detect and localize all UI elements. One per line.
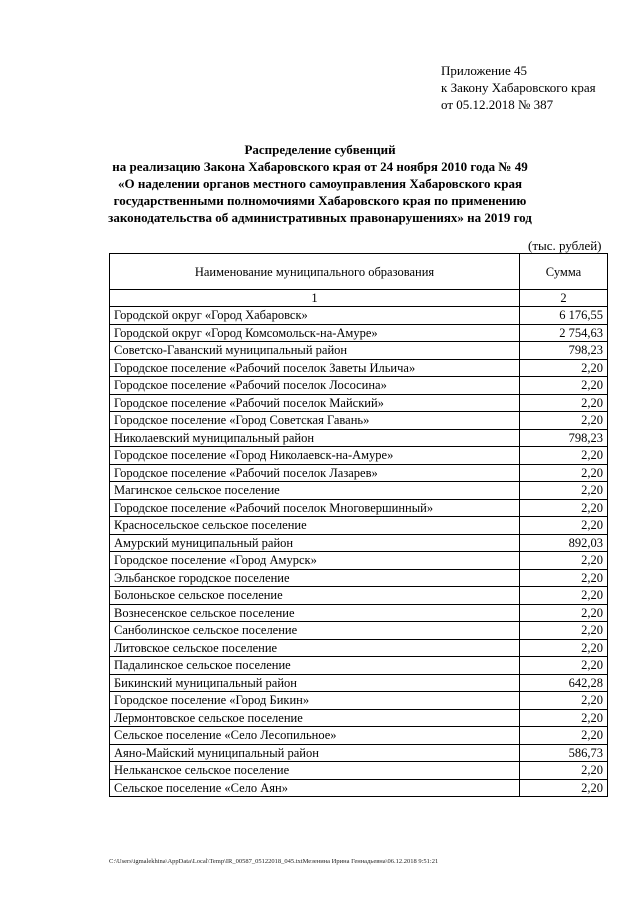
- table-row: [110, 587, 608, 605]
- subsidy-sum: 642,28: [520, 674, 608, 692]
- table-row: [110, 429, 608, 447]
- municipality-name: Литовское сельское поселение: [110, 639, 520, 657]
- subsidy-sum: 2,20: [520, 464, 608, 482]
- file-path-footer: C:\Users\igmalekhina\AppData\Local\Temp\IR_00587_05122018_045.txtМезенина Ирина Геннадьевна\06.12.2018 9:51:21: [109, 858, 439, 865]
- municipality-name: Городское поселение «Рабочий поселок Майский»: [110, 394, 520, 412]
- subsidy-sum: 2 754,63: [520, 324, 608, 342]
- municipality-name: Лермонтовское сельское поселение: [110, 709, 520, 727]
- table-row: [110, 639, 608, 657]
- title-line-5: законодательства об административных правонарушениях» на 2019 год: [108, 210, 532, 225]
- header-name: Наименование муниципального образования: [110, 254, 520, 290]
- table-row: [110, 604, 608, 622]
- municipality-name: Санболинское сельское поселение: [110, 622, 520, 640]
- subsidy-sum: 2,20: [520, 517, 608, 535]
- municipality-name: Городское поселение «Рабочий поселок Заветы Ильича»: [110, 359, 520, 377]
- table-row: [110, 762, 608, 780]
- table-row: [110, 744, 608, 762]
- table-row: [110, 517, 608, 535]
- municipality-name: Эльбанское городское поселение: [110, 569, 520, 587]
- subsidy-sum: 586,73: [520, 744, 608, 762]
- appendix-line-1: Приложение 45: [441, 63, 528, 78]
- units-label: (тыс. рублей): [528, 238, 602, 253]
- table-row: [110, 622, 608, 640]
- table-row: [110, 307, 608, 325]
- municipality-name: Нельканское сельское поселение: [110, 762, 520, 780]
- title-line-4: государственными полномочиями Хабаровского края по применению: [113, 193, 527, 208]
- table-row: [110, 447, 608, 465]
- table-row: [110, 727, 608, 745]
- subsidy-sum: 2,20: [520, 447, 608, 465]
- document-title: [100, 141, 540, 226]
- municipality-name: Амурский муниципальный район: [110, 534, 520, 552]
- municipality-name: Болоньское сельское поселение: [110, 587, 520, 605]
- title-line-1: Распределение субвенций: [244, 142, 396, 157]
- subsidy-sum: 2,20: [520, 359, 608, 377]
- municipality-name: Городское поселение «Город Советская Гавань»: [110, 412, 520, 430]
- subsidy-sum: 2,20: [520, 394, 608, 412]
- subsidy-sum: 2,20: [520, 779, 608, 797]
- municipality-name: Городское поселение «Город Николаевск-на-Амуре»: [110, 447, 520, 465]
- title-line-3: «О наделении органов местного самоуправления Хабаровского края: [118, 176, 522, 191]
- municipality-name: Городское поселение «Рабочий поселок Многовершинный»: [110, 499, 520, 517]
- subsidy-sum: 2,20: [520, 709, 608, 727]
- subsidy-sum: 2,20: [520, 639, 608, 657]
- table-row: [110, 534, 608, 552]
- subsidy-sum: 2,20: [520, 587, 608, 605]
- subsidy-sum: 2,20: [520, 569, 608, 587]
- subsidy-sum: 2,20: [520, 482, 608, 500]
- table-number-row: [110, 290, 608, 307]
- municipality-name: Городской округ «Город Комсомольск-на-Амуре»: [110, 324, 520, 342]
- municipality-name: Магинское сельское поселение: [110, 482, 520, 500]
- municipality-name: Аяно-Майский муниципальный район: [110, 744, 520, 762]
- table-row: [110, 569, 608, 587]
- col-number-1: 1: [110, 290, 520, 307]
- subsidy-sum: 2,20: [520, 762, 608, 780]
- subsidy-table: [109, 253, 608, 797]
- municipality-name: Падалинское сельское поселение: [110, 657, 520, 675]
- municipality-name: Городское поселение «Город Амурск»: [110, 552, 520, 570]
- municipality-name: Советско-Гаванский муниципальный район: [110, 342, 520, 360]
- table-row: [110, 482, 608, 500]
- municipality-name: Городское поселение «Рабочий поселок Лазарев»: [110, 464, 520, 482]
- table-row: [110, 709, 608, 727]
- appendix-line-2: к Закону Хабаровского края: [441, 80, 596, 95]
- subsidy-sum: 2,20: [520, 692, 608, 710]
- appendix-block: [441, 62, 596, 113]
- table-row: [110, 394, 608, 412]
- table-header-row: [110, 254, 608, 290]
- table-row: [110, 692, 608, 710]
- subsidy-sum: 2,20: [520, 552, 608, 570]
- subsidy-sum: 892,03: [520, 534, 608, 552]
- subsidy-sum: 2,20: [520, 412, 608, 430]
- table-row: [110, 377, 608, 395]
- table-row: [110, 552, 608, 570]
- table-row: [110, 324, 608, 342]
- table-row: [110, 359, 608, 377]
- municipality-name: Красносельское сельское поселение: [110, 517, 520, 535]
- table-row: [110, 674, 608, 692]
- table-row: [110, 342, 608, 360]
- subsidy-sum: 2,20: [520, 657, 608, 675]
- municipality-name: Городское поселение «Город Бикин»: [110, 692, 520, 710]
- subsidy-sum: 2,20: [520, 499, 608, 517]
- header-sum: Сумма: [520, 254, 608, 290]
- table-row: [110, 499, 608, 517]
- table-row: [110, 464, 608, 482]
- municipality-name: Сельское поселение «Село Лесопильное»: [110, 727, 520, 745]
- table-row: [110, 412, 608, 430]
- appendix-line-3: от 05.12.2018 № 387: [441, 97, 554, 112]
- table-row: [110, 657, 608, 675]
- municipality-name: Николаевский муниципальный район: [110, 429, 520, 447]
- subsidy-sum: 2,20: [520, 622, 608, 640]
- col-number-2: 2: [520, 290, 608, 307]
- municipality-name: Городское поселение «Рабочий поселок Лососина»: [110, 377, 520, 395]
- title-line-2: на реализацию Закона Хабаровского края от 24 ноября 2010 года № 49: [112, 159, 528, 174]
- subsidy-sum: 2,20: [520, 377, 608, 395]
- municipality-name: Сельское поселение «Село Аян»: [110, 779, 520, 797]
- subsidy-sum: 6 176,55: [520, 307, 608, 325]
- municipality-name: Бикинский муниципальный район: [110, 674, 520, 692]
- subsidy-sum: 2,20: [520, 727, 608, 745]
- subsidy-sum: 798,23: [520, 429, 608, 447]
- municipality-name: Городской округ «Город Хабаровск»: [110, 307, 520, 325]
- municipality-name: Вознесенское сельское поселение: [110, 604, 520, 622]
- table-row: [110, 779, 608, 797]
- subsidy-sum: 2,20: [520, 604, 608, 622]
- subsidy-sum: 798,23: [520, 342, 608, 360]
